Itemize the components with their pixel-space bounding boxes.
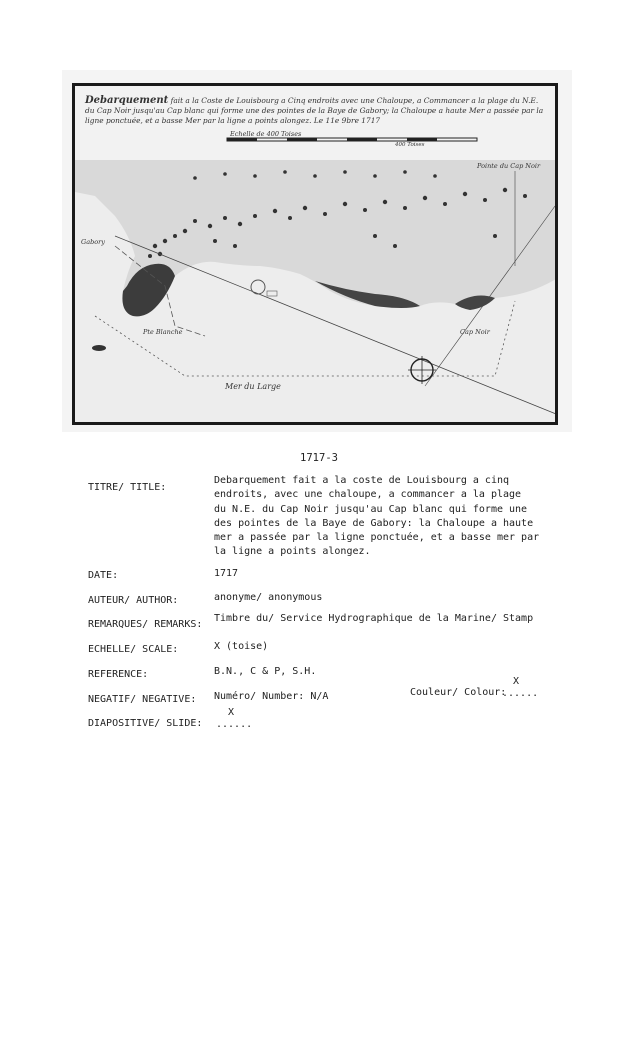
historical-map: [72, 83, 558, 425]
map-label-cap: Cap Noir: [460, 328, 490, 336]
author-value: anonyme/ anonymous: [214, 592, 323, 603]
negative-label: NEGATIF/ NEGATIVE:: [88, 694, 197, 705]
map-scale-unit: 400 Toises: [395, 142, 425, 148]
date-label: DATE:: [88, 570, 119, 581]
slide-label: DIAPOSITIVE/ SLIDE:: [88, 718, 203, 729]
map-label-pointe: Pointe du Cap Noir: [477, 162, 541, 170]
reference-label: REFERENCE:: [88, 669, 149, 680]
negative-value: Numéro/ Number: N/A: [214, 691, 329, 702]
catalogue-number: 1717-3: [300, 452, 338, 464]
colour-label: Couleur/ Colour:: [410, 687, 507, 698]
scale-label: ECHELLE/ SCALE:: [88, 644, 179, 655]
scale-value: X (toise): [214, 641, 269, 652]
map-label-gabory: Gabory: [81, 238, 105, 246]
map-label-blanche: Pte Blanche: [143, 328, 183, 336]
colour-dots: ......: [502, 688, 539, 699]
author-label: AUTEUR/ AUTHOR:: [88, 595, 179, 606]
map-scale-title: Echelle de 400 Toises: [230, 130, 302, 138]
slide-dots: ......: [216, 719, 253, 730]
remarks-value: Timbre du/ Service Hydrographique de la Marine/ Stamp: [214, 613, 534, 624]
map-drawing: [75, 86, 558, 425]
reference-value: B.N., C & P, S.H.: [214, 666, 317, 677]
remarks-label: REMARQUES/ REMARKS:: [88, 619, 203, 630]
title-label: TITRE/ TITLE:: [88, 482, 167, 493]
map-label-mer: Mer du Large: [225, 382, 281, 391]
map-title-text: Debarquement fait a la Coste de Louisbourg a Cinq endroits avec une Chaloupe, a Commancer a la plage du N.E. du Cap Noir jusqu'au Cap blanc qui forme une des pointes de la Baye de Gabory; la Chaloupe a haute Mer a passée par la ligne ponctuée, et a basse Mer par la ligne a points alongez. Le 11e 9bre 1717: [85, 95, 544, 125]
title-value: Debarquement fait a la coste de Louisbourg a cinq endroits, avec une chaloupe, a commancer a la plage du N.E. du Cap Noir jusqu'au Cap blanc qui forme une des pointes de la Baye de Gabory: la Chaloupe a haute mer a passée par la ligne ponctuée, et a basse mer par la ligne a points alongez.: [214, 475, 540, 558]
colour-mark: X: [513, 676, 520, 687]
slide-mark: X: [228, 707, 235, 718]
date-value: 1717: [214, 568, 239, 579]
